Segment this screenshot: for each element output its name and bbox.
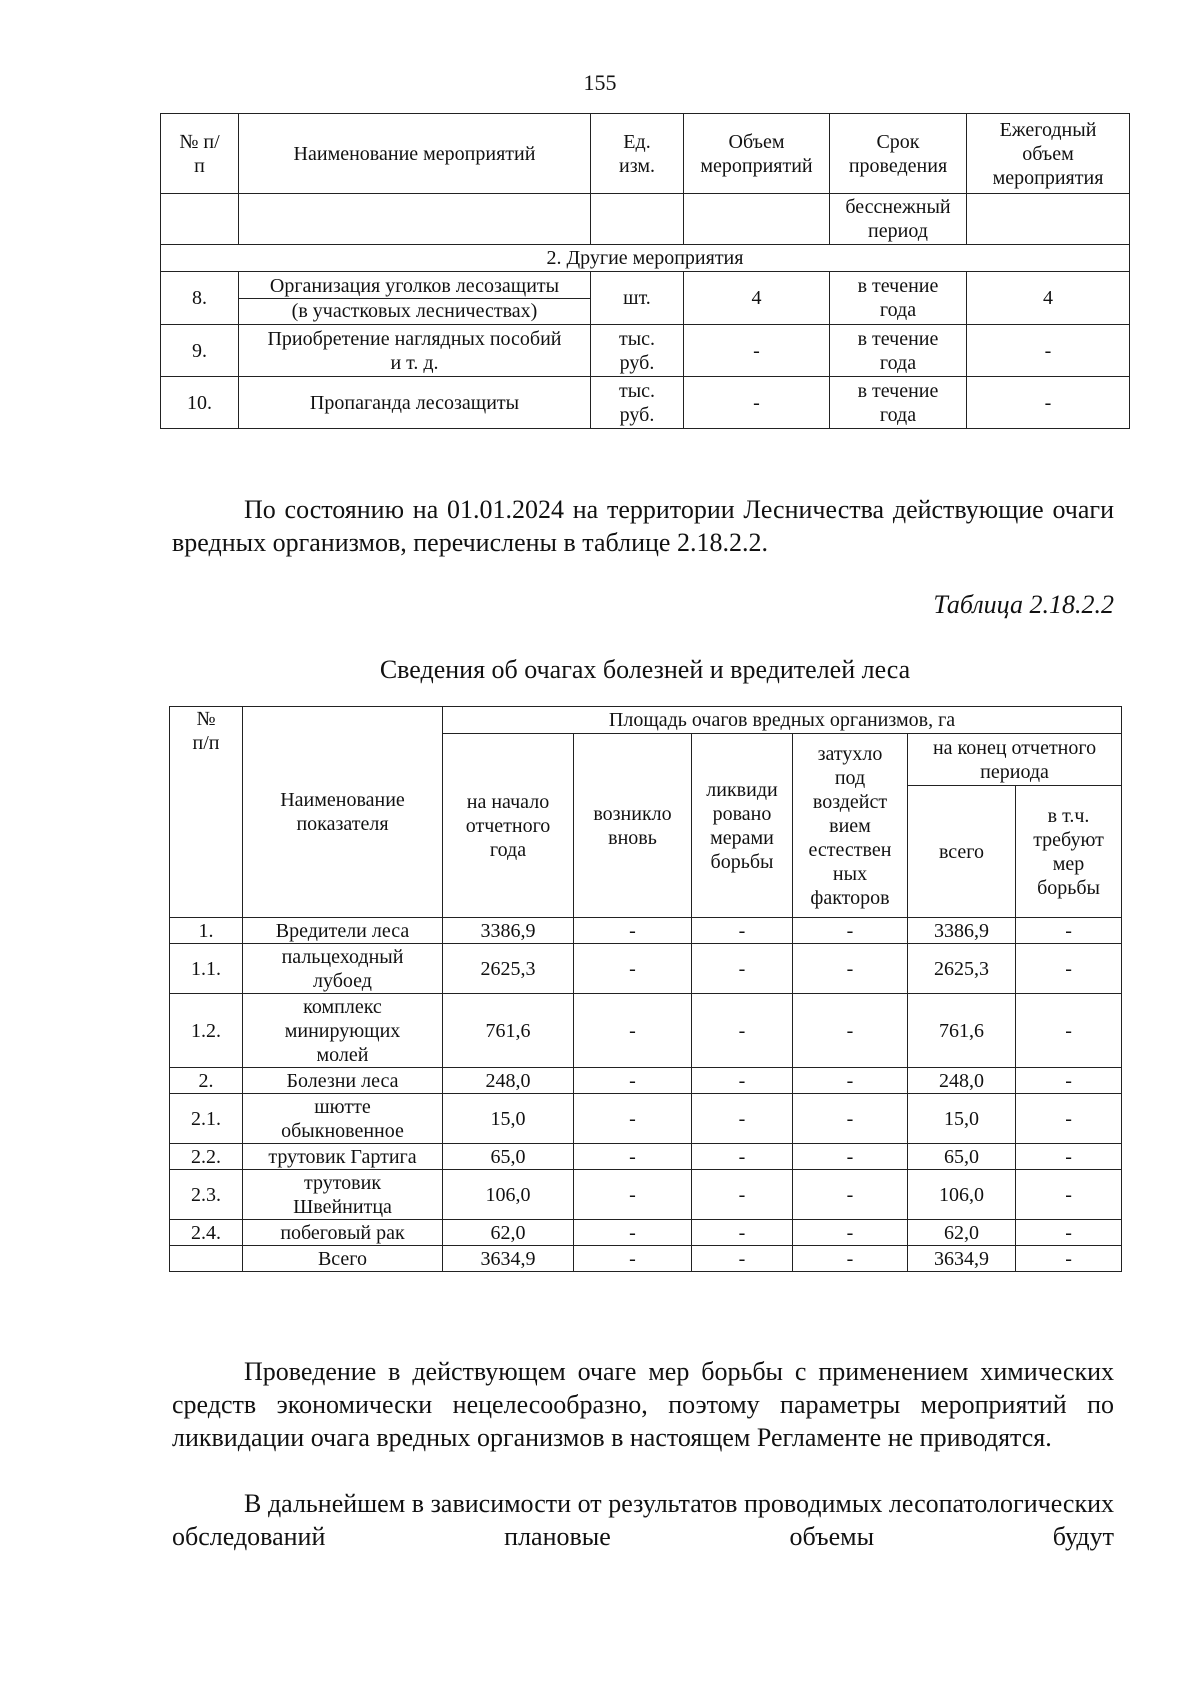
cell-faded: - (793, 1246, 908, 1272)
cell-name: Пропаганда лесозащиты (239, 377, 591, 429)
cell-liq: - (692, 1170, 793, 1220)
cell-faded: - (793, 1144, 908, 1170)
header-area-group: Площадь очагов вредных организмов, га (443, 707, 1122, 734)
section-title: 2. Другие мероприятия (161, 245, 1130, 272)
cell-new: - (574, 994, 692, 1068)
cell-new: - (574, 1068, 692, 1094)
cell-num: 1.2. (170, 994, 243, 1068)
cell-liq: - (692, 1094, 793, 1144)
cell-volume: - (684, 325, 830, 377)
table-row (170, 1068, 1122, 1094)
cell (161, 194, 239, 245)
table-header-row (170, 707, 1122, 734)
table-row (161, 377, 1130, 429)
cell-term: в течение года (830, 377, 967, 429)
cell-need: - (1016, 944, 1122, 994)
cell-start: 15,0 (443, 1094, 574, 1144)
cell-annual: - (967, 377, 1130, 429)
cell-name: Вредители леса (243, 918, 443, 944)
cell-num: 2.2. (170, 1144, 243, 1170)
cell-faded: - (793, 1068, 908, 1094)
cell-total: 248,0 (908, 1068, 1016, 1094)
cell-new: - (574, 918, 692, 944)
cell-faded: - (793, 1170, 908, 1220)
cell-start: 65,0 (443, 1144, 574, 1170)
header-new: возникло вновь (574, 734, 692, 918)
cell-name: комплекс минирующих молей (243, 994, 443, 1068)
cell-num: 8. (161, 272, 239, 325)
cell-total: 106,0 (908, 1170, 1016, 1220)
cell-total: 3386,9 (908, 918, 1016, 944)
cell-unit: тыс. руб. (591, 325, 684, 377)
header-term: Срок проведения (830, 114, 967, 194)
header-end-group: на конец отчетного периода (908, 734, 1122, 786)
cell-faded: - (793, 944, 908, 994)
page-number: 155 (583, 70, 617, 95)
table-row (170, 994, 1122, 1068)
cell-unit: шт. (591, 272, 684, 325)
cell-need: - (1016, 1170, 1122, 1220)
cell-new: - (574, 1144, 692, 1170)
header-start: на начало отчетного года (443, 734, 574, 918)
cell-name: Приобретение наглядных пособий и т. д. (239, 325, 591, 377)
cell-need: - (1016, 918, 1122, 944)
cell-name (239, 272, 591, 325)
header-total: всего (908, 786, 1016, 918)
cell-faded: - (793, 994, 908, 1068)
table-row (161, 194, 1130, 245)
paragraph-future-text: В дальнейшем в зависимости от результатов проводимых лесопатологических обследований плановые объемы будут (172, 1489, 1114, 1551)
table-row (170, 1246, 1122, 1272)
cell-need: - (1016, 1144, 1122, 1170)
cell-num: 1.1. (170, 944, 243, 994)
paragraph-measures-text: Проведение в действующем очаге мер борьбы с применением химических средств экономически нецелесообразно, поэтому параметры мероприятий по ликвидации очага вредных организмов в настоящем Регламенте не приводятся. (172, 1357, 1114, 1452)
section-row (161, 245, 1130, 272)
cell-name: трутовик Швейнитца (243, 1170, 443, 1220)
table-row (170, 944, 1122, 994)
cell-unit: тыс. руб. (591, 377, 684, 429)
cell (967, 194, 1130, 245)
header-faded: затухло под воздейст вием естествен ных факторов (793, 734, 908, 918)
cell-need: - (1016, 1094, 1122, 1144)
cell-name-line2: (в участковых лесничествах) (291, 299, 538, 322)
header-unit: Ед. изм. (591, 114, 684, 194)
cell-num: 2.1. (170, 1094, 243, 1144)
cell (239, 194, 591, 245)
cell-volume: 4 (684, 272, 830, 325)
cell (591, 194, 684, 245)
cell-annual: 4 (967, 272, 1130, 325)
cell-name: шютте обыкновенное (243, 1094, 443, 1144)
table-row (170, 918, 1122, 944)
header-need: в т.ч. требуют мер борьбы (1016, 786, 1122, 918)
cell-num: 9. (161, 325, 239, 377)
cell-new: - (574, 1170, 692, 1220)
cell-total: 2625,3 (908, 944, 1016, 994)
cell-num: 2.4. (170, 1220, 243, 1246)
paragraph-status-text: По состоянию на 01.01.2024 на территории Лесничества действующие очаги вредных организмов, перечислены в таблице 2.18.2.2. (172, 495, 1114, 557)
cell-annual: - (967, 325, 1130, 377)
cell-need: - (1016, 1246, 1122, 1272)
cell-term: в течение года (830, 325, 967, 377)
cell-num: 2.3. (170, 1170, 243, 1220)
table-row (161, 325, 1130, 377)
cell-liq: - (692, 994, 793, 1068)
cell-start: 3386,9 (443, 918, 574, 944)
cell-name: Всего (243, 1246, 443, 1272)
paragraph-future (172, 1487, 1114, 1553)
cell-liq: - (692, 1220, 793, 1246)
cell-total: 15,0 (908, 1094, 1016, 1144)
cell-total: 62,0 (908, 1220, 1016, 1246)
cell-num: 2. (170, 1068, 243, 1094)
cell-start: 62,0 (443, 1220, 574, 1246)
cell-faded: - (793, 1094, 908, 1144)
table-row (170, 1094, 1122, 1144)
cell-term: в течение года (830, 272, 967, 325)
cell-faded: - (793, 918, 908, 944)
paragraph-measures (172, 1355, 1114, 1454)
cell-new: - (574, 1094, 692, 1144)
cell-liq: - (692, 944, 793, 994)
table-label: Таблица 2.18.2.2 (933, 590, 1114, 619)
cell-start: 106,0 (443, 1170, 574, 1220)
cell-total: 3634,9 (908, 1246, 1016, 1272)
cell-name-line1: Организация уголков лесозащиты (239, 274, 590, 299)
cell-term: бесснежный период (830, 194, 967, 245)
cell-name: побеговый рак (243, 1220, 443, 1246)
header-name: Наименование мероприятий (239, 114, 591, 194)
cell-need: - (1016, 1220, 1122, 1246)
cell-name: Болезни леса (243, 1068, 443, 1094)
cell-total: 761,6 (908, 994, 1016, 1068)
cell-name: трутовик Гартига (243, 1144, 443, 1170)
cell-num: 1. (170, 918, 243, 944)
header-num: № п/п (170, 707, 243, 918)
header-annual: Ежегодный объем мероприятия (967, 114, 1130, 194)
table-title: Сведения об очагах болезней и вредителей леса (379, 655, 911, 684)
table-row (170, 1220, 1122, 1246)
table-header-row (161, 114, 1130, 194)
cell-liq: - (692, 918, 793, 944)
header-name: Наименование показателя (243, 707, 443, 918)
cell-new: - (574, 1246, 692, 1272)
cell (684, 194, 830, 245)
table-row (170, 1144, 1122, 1170)
cell-new: - (574, 944, 692, 994)
header-num: № п/ п (161, 114, 239, 194)
cell-need: - (1016, 1068, 1122, 1094)
paragraph-status (172, 493, 1114, 559)
cell-num: 10. (161, 377, 239, 429)
cell-liq: - (692, 1144, 793, 1170)
cell-total: 65,0 (908, 1144, 1016, 1170)
table-row (161, 272, 1130, 325)
cell-faded: - (793, 1220, 908, 1246)
cell-start: 3634,9 (443, 1246, 574, 1272)
header-volume: Объем мероприятий (684, 114, 830, 194)
pests-table (169, 706, 1122, 1272)
measures-table (160, 113, 1130, 429)
cell-num (170, 1246, 243, 1272)
cell-start: 248,0 (443, 1068, 574, 1094)
cell-need: - (1016, 994, 1122, 1068)
cell-liq: - (692, 1068, 793, 1094)
cell-new: - (574, 1220, 692, 1246)
cell-start: 2625,3 (443, 944, 574, 994)
header-liquidated: ликвиди ровано мерами борьбы (692, 734, 793, 918)
cell-volume: - (684, 377, 830, 429)
cell-liq: - (692, 1246, 793, 1272)
cell-name: пальцеходный лубоед (243, 944, 443, 994)
cell-start: 761,6 (443, 994, 574, 1068)
table-row (170, 1170, 1122, 1220)
